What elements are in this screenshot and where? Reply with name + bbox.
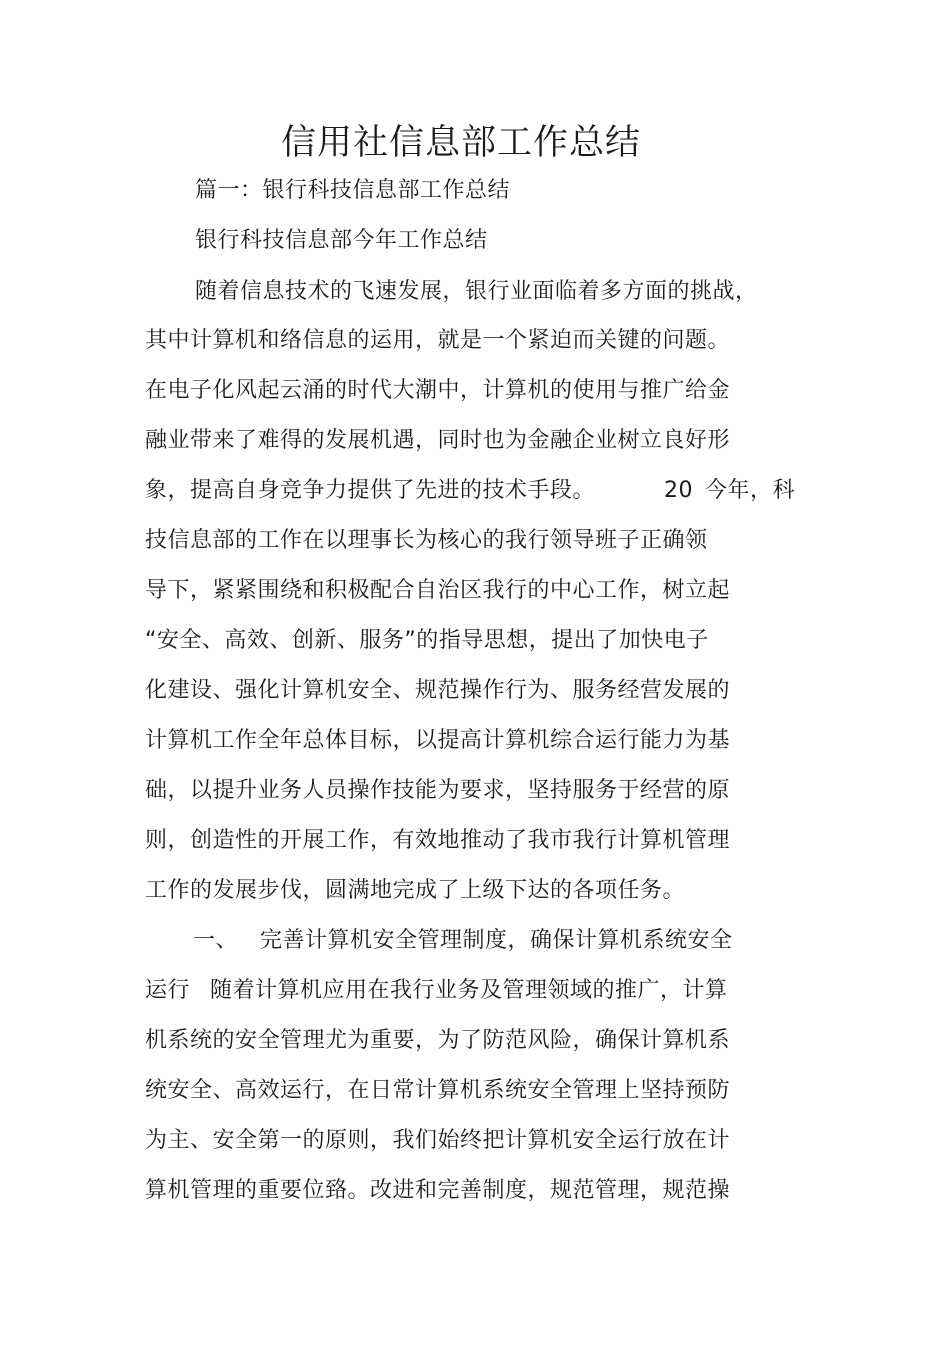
paragraph-year: 20 (664, 478, 693, 503)
paragraph-line: 化建设、强化计算机安全、规范操作行为、服务经营发展的 (145, 678, 731, 703)
paragraph-line: “安全、高效、创新、服务”的指导思想，提出了加快电子 (145, 628, 709, 653)
paragraph-line: 础，以提升业务人员操作技能为要求，坚持服务于经营的原 (145, 778, 731, 803)
paragraph-line: 融业带来了难得的发展机遇，同时也为金融企业树立良好形 (145, 428, 731, 453)
paragraph-line: 随着计算机应用在我行业务及管理领域的推广，计算 (210, 978, 728, 1003)
section-number: 一、 (193, 928, 239, 953)
document-title: 信用社信息部工作总结 (280, 123, 641, 163)
paragraph-line: 计算机工作全年总体目标，以提高计算机综合运行能力为基 (145, 728, 731, 753)
section-heading-end: 运行 (145, 978, 191, 1003)
paragraph-line: 随着信息技术的飞速发展，银行业面临着多方面的挑战， (195, 279, 758, 304)
paragraph-line: 技信息部的工作在以理事长为核心的我行领导班子正确领 (145, 528, 708, 553)
paragraph-line: 其中计算机和络信息的运用，就是一个紧迫而关键的问题。 (145, 328, 731, 353)
paragraph-line: 则，创造性的开展工作，有效地推动了我市我行计算机管理 (145, 828, 731, 853)
paragraph-line: 为主、安全第一的原则，我们始终把计算机安全运行放在计 (145, 1128, 731, 1153)
paragraph-line: 算机管理的重要位臵。改进和完善制度，规范管理，规范操 (145, 1178, 731, 1203)
subtitle-article-one: 篇一：银行科技信息部工作总结 (195, 178, 511, 203)
paragraph-line: 象，提高自身竞争力提供了先进的技术手段。 (145, 478, 596, 503)
paragraph-line: 导下，紧紧围绕和积极配合自治区我行的中心工作，树立起 (145, 578, 731, 603)
paragraph-line: 工作的发展步伐，圆满地完成了上级下达的各项任务。 (145, 878, 686, 903)
paragraph-line-tail: 今年，科 (705, 478, 796, 503)
paragraph-line: 在电子化风起云涌的时代大潮中，计算机的使用与推广给金 (145, 378, 731, 403)
subtitle-annual-summary: 银行科技信息部今年工作总结 (195, 228, 488, 253)
paragraph-line: 机系统的安全管理尤为重要，为了防范风险，确保计算机系 (145, 1028, 731, 1053)
section-heading: 完善计算机安全管理制度，确保计算机系统安全 (260, 928, 733, 953)
paragraph-line: 统安全、高效运行，在日常计算机系统安全管理上坚持预防 (145, 1078, 731, 1103)
